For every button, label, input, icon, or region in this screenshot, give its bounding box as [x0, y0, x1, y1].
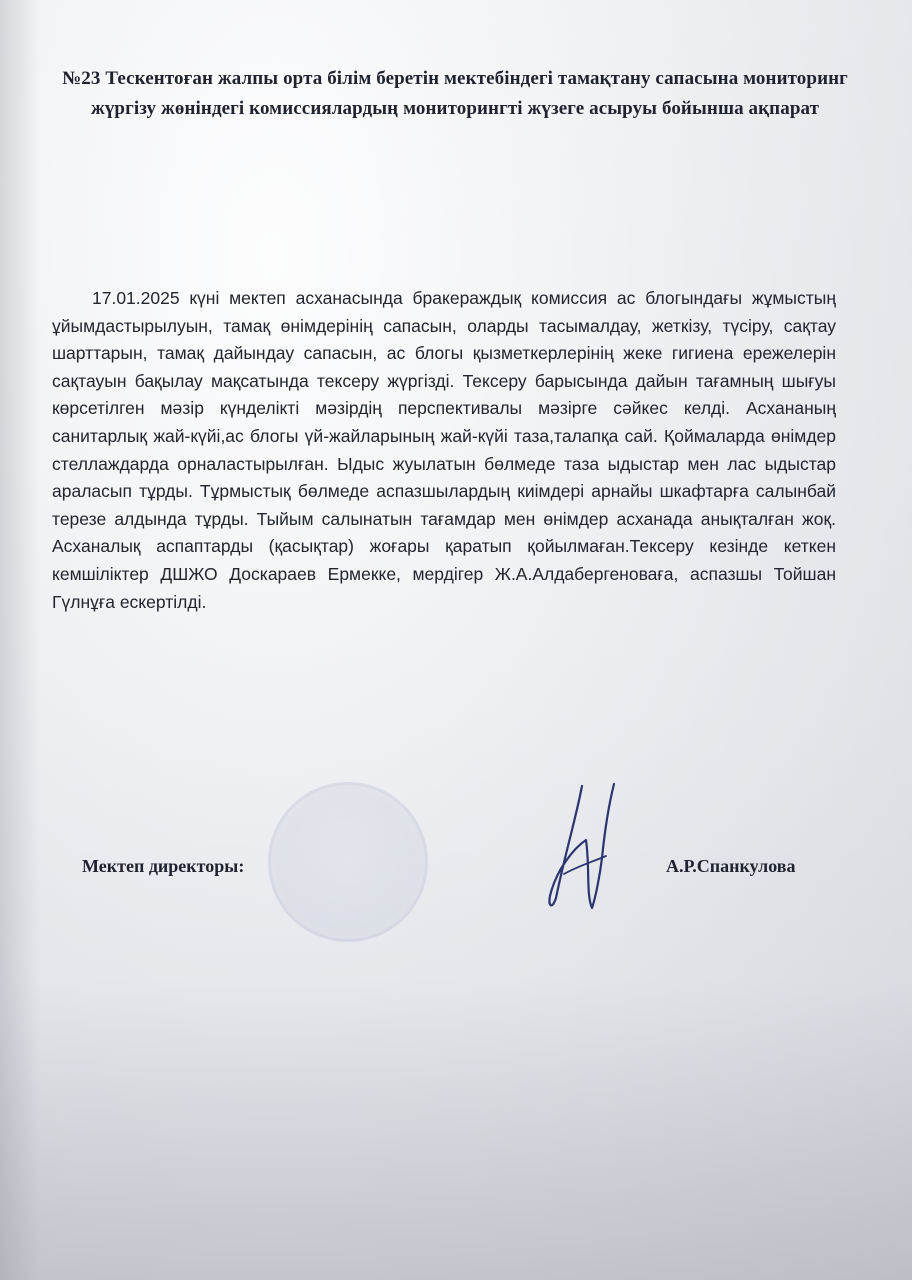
paper-shadow-bottom	[0, 980, 912, 1280]
handwritten-signature-icon	[530, 778, 630, 918]
director-position-label: Мектеп директоры:	[82, 856, 245, 876]
document-title: №23 Тескентоған жалпы орта білім беретін мектебіндегі тамақтану сапасына мониторинг жүргізу жөніндегі комиссиялардың мониторингті жүзеге асыруы бойынша ақпарат	[62, 68, 848, 119]
director-name: А.Р.Спанкулова	[666, 856, 796, 876]
faded-round-stamp-icon	[268, 782, 428, 942]
document-body: 17.01.2025 күні мектеп асханасында бракераждық комиссия ас блогындағы жұмыстың ұйымдастырылуын, тамақ өнімдерінің сапасын, оларды тасымалдау, жеткізу, түсіру, сақтау шарттарын, тамақ дайындау сапасын, ас блогы қызметкерлерінің жеке гигиена ережелерін сақтауын бақылау мақсатында тексеру жүргізді. Тексеру барысында дайын тағамның шығуы көрсетілген мәзір күнделікті мәзірдің перспективалы мәзірге сәйкес келді. Асхананың санитарлық жай-күйі,ас блогы үй-жайларының жай-күйі таза,талапқа сай. Қоймаларда өнімдер стеллаждарда орналастырылған. Ыдыс жуылатын бөлмеде таза ыдыстар мен лас ыдыстар араласып тұрды. Тұрмыстық бөлмеде аспазшылардың киімдері арнайы шкафтарға салынбай терезе алдында тұрды. Тыйым салынатын тағамдар мен өнімдер асханада анықталған жоқ. Асханалық аспаптарды (қасықтар) жоғары қаратып қойылмаған.Тексеру кезінде кеткен кемшіліктер ДШЖО Доскараев Ермекке, мердігер Ж.А.Алдабергеноваға, аспазшы Тойшан Гүлнұға ескертілді.	[52, 288, 836, 612]
